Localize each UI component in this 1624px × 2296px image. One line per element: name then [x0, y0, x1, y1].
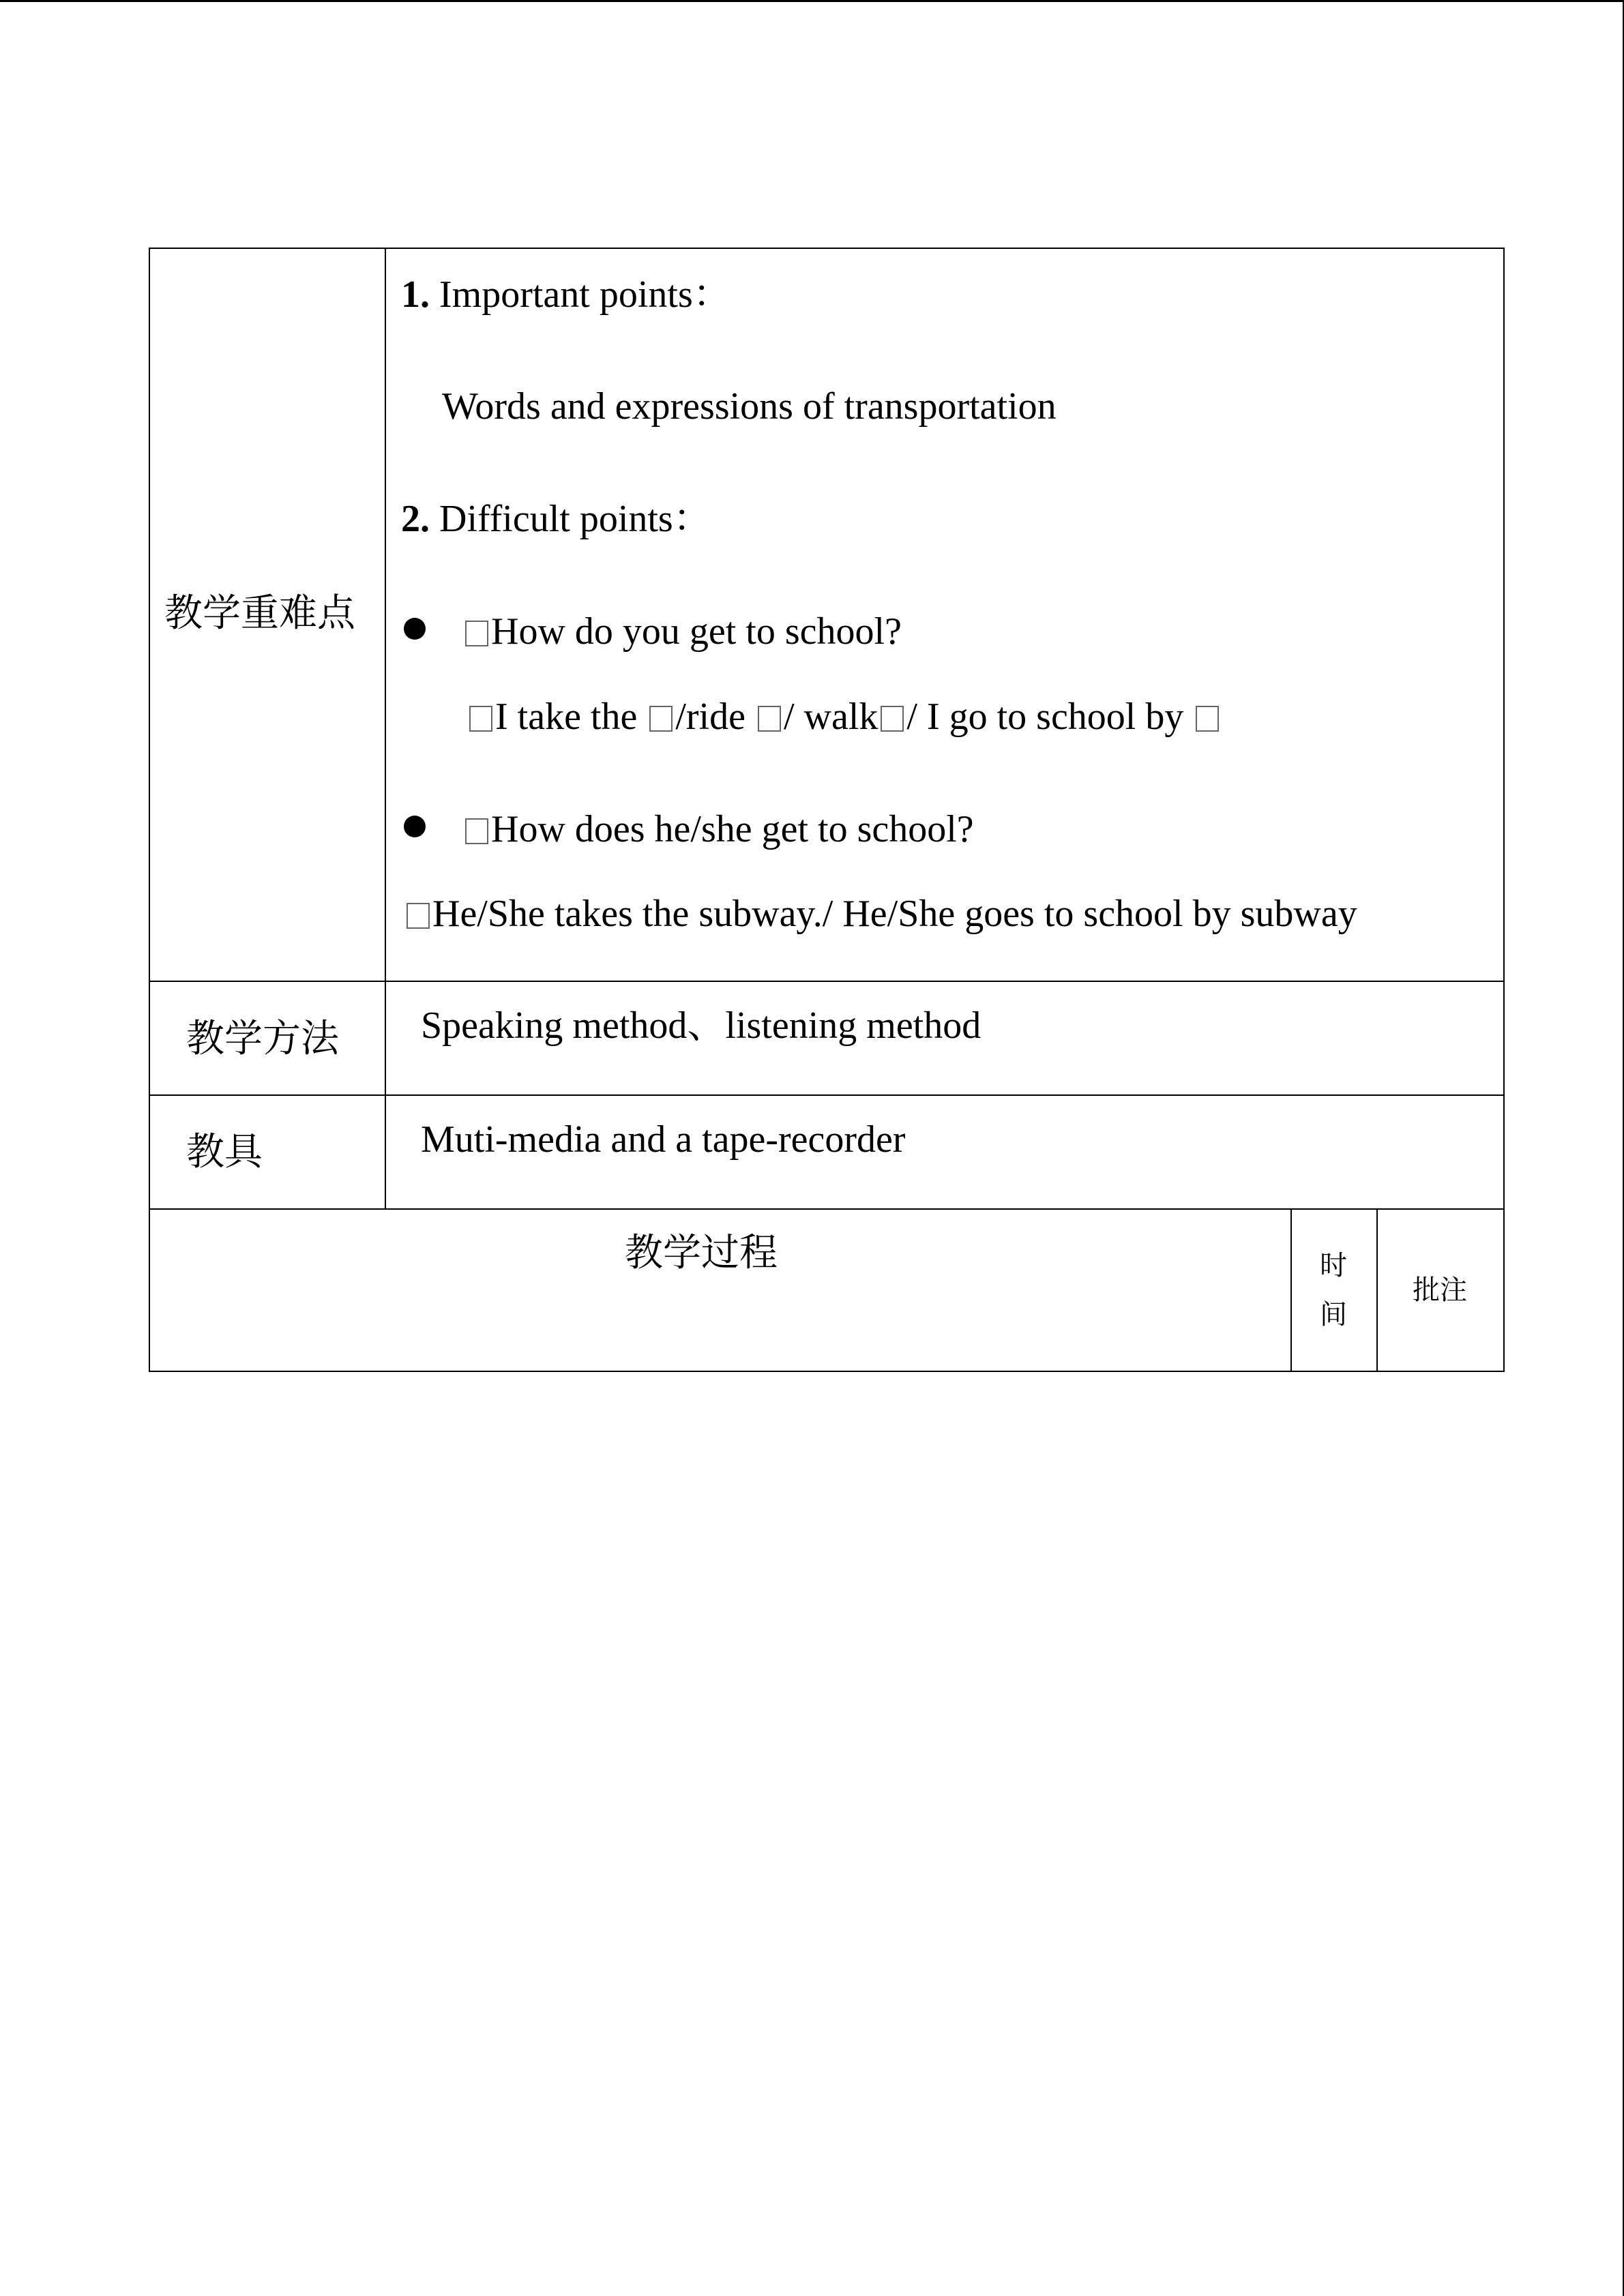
difficult-points-number: 2.	[401, 498, 430, 540]
question-1-text: How do you get to school?	[491, 610, 902, 653]
important-points-content: Words and expressions of transportation	[442, 385, 1057, 428]
placeholder-box-icon	[649, 706, 673, 732]
notes-label: 批注	[1413, 1274, 1467, 1306]
difficult-points-title: Difficult points	[439, 498, 673, 540]
row-divider-1	[149, 981, 1505, 982]
table-left-border	[149, 248, 150, 1372]
placeholder-box-icon	[465, 621, 488, 646]
method-label: 教学方法	[186, 1017, 339, 1061]
answer-1-part-2: /ride	[675, 696, 745, 738]
important-points-heading	[401, 275, 731, 314]
answer-1-part-3: / walk	[783, 696, 879, 738]
question-2	[462, 810, 974, 848]
question-2-text: How does he/she get to school?	[491, 808, 974, 850]
notes-column-divider	[1376, 1208, 1378, 1372]
important-points-colon: ：	[692, 273, 731, 316]
placeholder-box-icon	[881, 706, 904, 732]
important-points-title: Important points	[439, 273, 693, 316]
difficult-points-heading	[401, 500, 711, 538]
answer-1-part-1: I take the	[495, 696, 638, 738]
page-top-border	[0, 0, 1624, 2]
answer-2-text: He/She takes the subway./ He/She goes to school by subway	[432, 893, 1357, 935]
tools-label: 教具	[186, 1130, 263, 1174]
time-column-divider	[1290, 1208, 1292, 1372]
answer-1	[467, 698, 1222, 736]
placeholder-box-icon	[469, 706, 492, 732]
time-label-bottom: 间	[1320, 1299, 1347, 1330]
placeholder-box-icon	[758, 706, 781, 732]
table-top-border	[149, 248, 1505, 249]
process-label: 教学过程	[625, 1231, 778, 1275]
important-points-number: 1.	[401, 273, 430, 316]
answer-2	[404, 895, 1357, 933]
answer-1-part-4: / I go to school by	[906, 696, 1184, 738]
placeholder-box-icon	[407, 903, 430, 929]
difficult-points-colon: ：	[673, 498, 711, 540]
table-right-border	[1503, 248, 1505, 1372]
placeholder-box-icon	[1196, 706, 1219, 732]
question-1	[462, 612, 902, 651]
row-divider-2	[149, 1094, 1505, 1096]
table-bottom-border	[149, 1371, 1505, 1372]
bullet-icon	[404, 618, 426, 640]
tools-content: Muti-media and a tape-recorder	[421, 1118, 906, 1161]
time-label-top: 时	[1320, 1250, 1347, 1281]
row-divider-3	[149, 1208, 1505, 1210]
placeholder-box-icon	[465, 818, 488, 844]
key-points-label: 教学重难点	[164, 591, 355, 636]
method-content: Speaking method、listening method	[421, 1004, 981, 1047]
bullet-icon	[404, 816, 426, 837]
label-column-divider	[385, 248, 386, 1210]
